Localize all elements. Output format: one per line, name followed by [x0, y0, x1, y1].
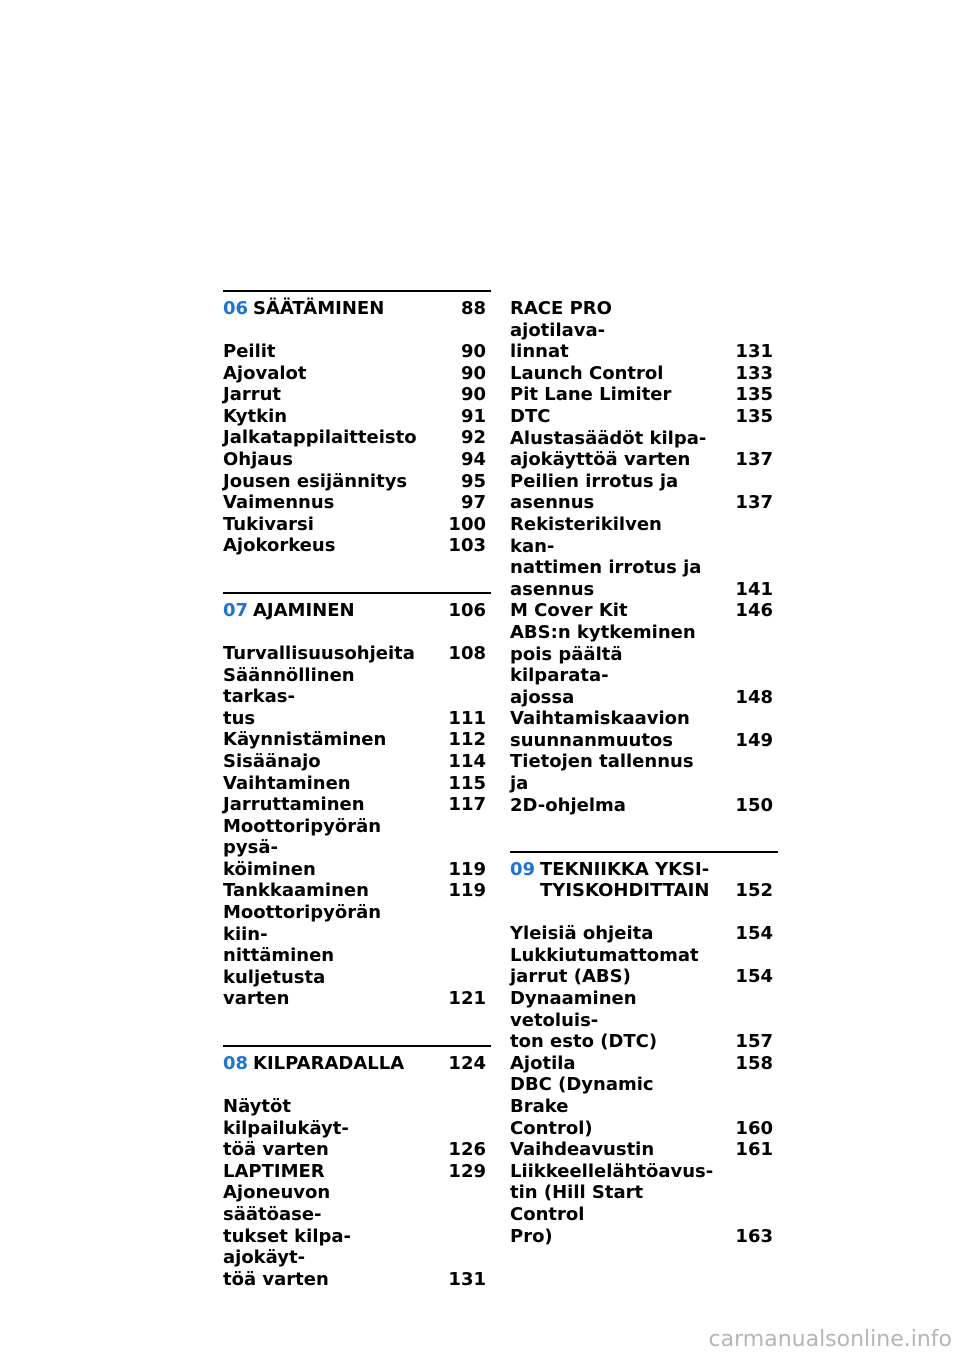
toc-entry[interactable]: [510, 945, 778, 988]
section-number: 07: [223, 599, 249, 621]
entry-title: ABS:n kytkeminen pois päältä kilparata- ajossa: [510, 621, 696, 708]
entry-page: 154: [735, 966, 773, 988]
toc-entry[interactable]: [510, 751, 778, 816]
entry-page: 111: [448, 707, 486, 729]
entry-page: 117: [448, 794, 486, 816]
entry-title: Moottoripyörän kiin- nittäminen kuljetusta varten: [223, 902, 382, 1010]
entry-title: Liikkeellelähtöavus- tin (Hill Start Control Pro): [510, 1160, 714, 1247]
entry-page: 95: [460, 470, 486, 492]
entry-title: Sisäänajo: [223, 750, 321, 772]
entry-title: Käynnistäminen: [223, 729, 387, 751]
toc-entry[interactable]: [510, 471, 778, 514]
toc-entry[interactable]: [223, 427, 491, 449]
toc-entry[interactable]: [510, 384, 778, 406]
entry-page: 150: [735, 794, 773, 816]
entry-page: 160: [735, 1117, 773, 1139]
entry-page: 158: [735, 1052, 773, 1074]
section-title: AJAMINEN: [253, 599, 355, 621]
entry-list: [510, 923, 778, 1247]
section-heading[interactable]: [223, 1045, 491, 1074]
toc-entry[interactable]: [510, 923, 778, 945]
entry-page: 148: [735, 686, 773, 708]
entry-title: Ajotila: [510, 1052, 576, 1074]
section-gap: [223, 557, 491, 592]
entry-title: Vaihtaminen: [223, 772, 351, 794]
entry-page: 90: [460, 384, 486, 406]
entry-title: Peilien irrotus ja asennus: [510, 470, 679, 514]
entry-title: M Cover Kit: [510, 600, 628, 622]
toc-entry[interactable]: [223, 902, 491, 1010]
entry-title: RACE PRO ajotilava- linnat: [510, 298, 612, 363]
section-gap: [510, 816, 778, 851]
toc-entry[interactable]: [510, 622, 778, 708]
entry-title: Peilit: [223, 341, 276, 362]
toc-entry[interactable]: [510, 1139, 778, 1161]
entry-title: Lukkiutumattomat jarrut (ABS): [510, 944, 699, 988]
entry-page: 137: [735, 492, 773, 514]
entry-page: 133: [735, 362, 773, 384]
section-page: 106: [448, 599, 486, 621]
section-number: 08: [223, 1053, 249, 1075]
toc-entry[interactable]: [510, 708, 778, 751]
watermark: carmanualsonline.info: [708, 1327, 952, 1352]
entry-page: 92: [460, 427, 486, 449]
toc-entry[interactable]: [510, 428, 778, 471]
entry-page: 112: [448, 729, 486, 751]
entry-page: 126: [448, 1139, 486, 1161]
toc-entry[interactable]: [223, 406, 491, 428]
entry-list: [223, 341, 491, 557]
entry-title: Pit Lane Limiter: [510, 384, 672, 406]
section-page: 124: [448, 1053, 486, 1075]
entry-title: Tankkaaminen: [223, 880, 369, 902]
entry-page: 100: [448, 513, 486, 535]
entry-list: [223, 1096, 491, 1290]
section-heading[interactable]: [223, 592, 491, 621]
entry-title: Säännöllinen tarkas- tus: [223, 664, 355, 729]
entry-title: Vaihdeavustin: [510, 1139, 655, 1161]
toc-entry[interactable]: [510, 600, 778, 622]
entry-title: Launch Control: [510, 362, 664, 384]
entry-page: 129: [448, 1160, 486, 1182]
toc-entry[interactable]: [510, 1074, 778, 1139]
section-number: 09: [510, 859, 536, 881]
entry-title: Tietojen tallennus ja 2D-ohjelma: [510, 751, 694, 816]
entry-page: 131: [735, 341, 773, 363]
toc-entry[interactable]: [223, 1161, 491, 1183]
entry-title: Moottoripyörän pysä- köiminen: [223, 815, 382, 880]
section-heading[interactable]: [223, 290, 491, 319]
toc-entry[interactable]: [510, 363, 778, 385]
entry-title: Jalkatappilaitteisto: [223, 427, 417, 449]
toc-entry[interactable]: [223, 1182, 491, 1290]
entry-title: Ajokorkeus: [223, 535, 336, 557]
entry-page: 114: [448, 750, 486, 772]
entry-title: Jarruttaminen: [223, 794, 365, 816]
entry-page: 137: [735, 449, 773, 471]
toc-entry[interactable]: [510, 514, 778, 600]
toc-entry[interactable]: [223, 514, 491, 536]
section-page: 152: [735, 880, 773, 902]
entry-page: 119: [448, 880, 486, 902]
entry-title: Tukivarsi: [223, 513, 314, 535]
toc-entry[interactable]: [223, 471, 491, 493]
entry-page: 154: [735, 923, 773, 945]
toc-entry[interactable]: [510, 1161, 778, 1247]
entry-title: Rekisterikilven kan- nattimen irrotus ja asennus: [510, 513, 702, 600]
entry-title: Vaihtamiskaavion suunnanmuutos: [510, 708, 690, 751]
toc-entry[interactable]: [223, 643, 491, 665]
entry-page: 90: [460, 341, 486, 362]
entry-title: Vaimennus: [223, 492, 335, 514]
entry-title: Jousen esijännitys: [223, 470, 408, 492]
entry-page: 119: [448, 858, 486, 880]
entry-title: Jarrut: [223, 384, 282, 406]
toc-right-column: [510, 290, 778, 1247]
toc-entry[interactable]: [223, 751, 491, 773]
entry-list: [223, 643, 491, 1010]
toc-entry[interactable]: [223, 729, 491, 751]
entry-page: 121: [448, 988, 486, 1010]
toc-entry[interactable]: [223, 794, 491, 816]
entry-title: Ajoneuvon säätöase- tukset kilpa-ajokäyt- töä varten: [223, 1182, 351, 1290]
toc-entry[interactable]: [223, 816, 491, 881]
entry-page: 91: [460, 405, 486, 427]
entry-title: DTC: [510, 405, 551, 427]
section-title: TEKNIIKKA YKSI- TYISKOHDITTAIN: [540, 859, 710, 902]
entry-title: Dynaaminen vetoluis- ton esto (DTC): [510, 988, 658, 1053]
entry-title: Ajovalot: [223, 362, 307, 384]
section-number: 06: [223, 298, 249, 319]
entry-title: Yleisiä ohjeita: [510, 923, 654, 945]
entry-page: 103: [448, 535, 486, 557]
entry-page: 97: [460, 492, 486, 514]
entry-page: 135: [735, 384, 773, 406]
toc-entry[interactable]: [223, 535, 491, 557]
entry-title: Kytkin: [223, 405, 288, 427]
section-heading[interactable]: [510, 851, 778, 901]
entry-title: DBC (Dynamic Brake Control): [510, 1074, 654, 1139]
toc-entry[interactable]: [223, 492, 491, 514]
toc-entry[interactable]: [223, 880, 491, 902]
section-gap: [223, 1010, 491, 1045]
toc-entry[interactable]: [223, 1096, 491, 1161]
entry-title: Alustasäädöt kilpa- ajokäyttöä varten: [510, 427, 707, 471]
entry-page: 161: [735, 1139, 773, 1161]
entry-page: 90: [460, 362, 486, 384]
toc-entry[interactable]: [223, 665, 491, 730]
entry-page: 108: [448, 642, 486, 664]
entry-title: LAPTIMER: [223, 1160, 325, 1182]
entry-title: Turvallisuusohjeita: [223, 642, 415, 664]
entry-page: 135: [735, 405, 773, 427]
toc-left-column: [223, 290, 491, 1290]
entry-page: 146: [735, 600, 773, 622]
entry-page: 163: [735, 1225, 773, 1247]
entry-page: 94: [460, 448, 486, 470]
entry-title: Ohjaus: [223, 448, 293, 470]
toc-entry[interactable]: [510, 298, 778, 363]
entry-title: Näytöt kilpailukäyt- töä varten: [223, 1096, 349, 1161]
entry-page: 141: [735, 578, 773, 600]
toc-entry[interactable]: [223, 341, 491, 363]
toc-entry[interactable]: [223, 363, 491, 385]
toc-entry[interactable]: [510, 988, 778, 1053]
continued-entry-list: [510, 298, 778, 816]
entry-page: 115: [448, 772, 486, 794]
section-page: 88: [460, 298, 486, 319]
toc-entry[interactable]: [510, 406, 778, 428]
section-title: SÄÄTÄMINEN: [253, 298, 385, 319]
entry-page: 149: [735, 729, 773, 751]
toc-entry[interactable]: [223, 449, 491, 471]
toc-entry[interactable]: [223, 773, 491, 795]
entry-page: 157: [735, 1031, 773, 1053]
toc-entry[interactable]: [223, 384, 491, 406]
toc-entry[interactable]: [510, 1053, 778, 1075]
entry-page: 131: [448, 1268, 486, 1290]
section-title: KILPARADALLA: [253, 1053, 405, 1075]
